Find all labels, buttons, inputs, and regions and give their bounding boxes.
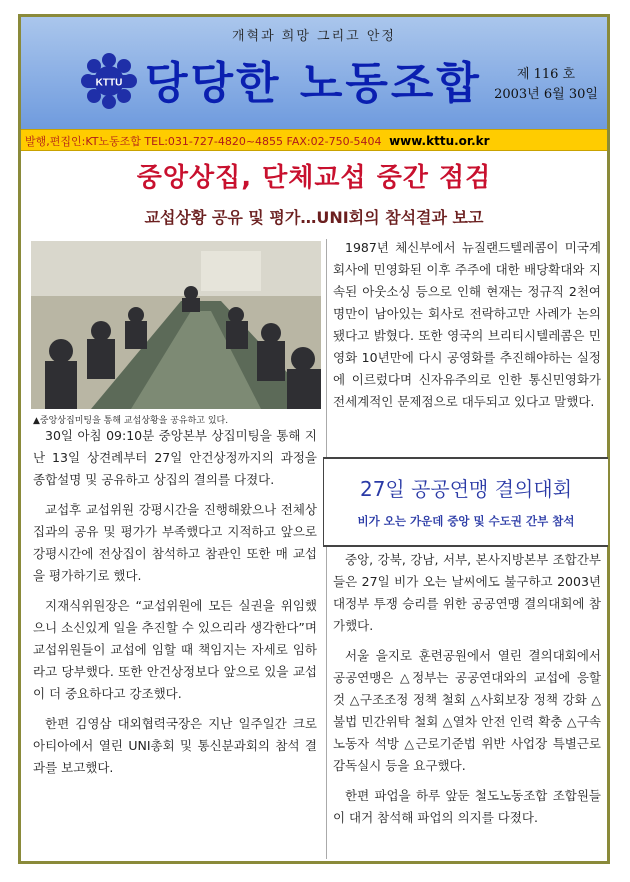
issue-number: 제 116 호 [516,67,576,82]
newsletter-page [18,14,610,864]
kttu-logo-icon [79,51,139,111]
publisher-bar [21,129,607,151]
svg-text:KTTU: KTTU [95,77,123,89]
tagline: 개혁과 희망 그리고 안정 [232,29,396,44]
article1-body [33,425,317,787]
article1-paragraph: 30일 아침 09:10분 중앙본부 상집미팅을 통해 지난 13일 상견례부터 27일 안건상정까지의 과정을 종합설명 및 공유하고 상집의 결의를 다졌다. [33,428,317,487]
issue-date: 2003년 6월 30일 [494,87,598,102]
article2-header-box [323,457,608,547]
article1-paragraph: 한편 김영삼 대외협력국장은 지난 일주일간 크로아티아에서 열린 UNI총회 및 통신분과회의 참석 결과를 보고했다. [33,716,317,775]
article1-paragraph: 교섭후 교섭위원 강평시간을 진행해왔으나 전체상집과의 공유 및 평가가 부족했다고 지적하고 앞으로 강평시간에 전상집이 참석하고 참관인 또한 매 교섭을 평가하기로 했다. [33,502,317,583]
article2-body [333,549,601,837]
article2-title: 27일 공공연맹 결의대회 [359,477,573,501]
article1-continuation [333,237,601,421]
article2-paragraph: 한편 파업을 하루 앞둔 철도노동조합 조합원들이 대거 참석해 파업의 의지를 다졌다. [333,788,601,825]
newsletter-title: 당당한 노동조합 [145,58,482,109]
article2-paragraph: 중앙, 강북, 강남, 서부, 본사지방본부 조합간부들은 27일 비가 오는 날씨에도 불구하고 2003년 대정부 투쟁 승리를 위한 공공연맹 결의대회에 참가했다. [333,552,601,633]
article1-paragraph: 지재식위원장은 “교섭위원에 모든 실권을 위임했으니 소신있게 일을 추진할 수 있으리라 생각한다”며 교섭위원들이 교섭에 임할 때 책임지는 자세로 임하라고 당부했다. 또한 안건상정보다 앞으로 있을 교섭이 더 중요하다고 강조했다. [33,598,317,701]
article1-subhead: 교섭상황 공유 및 평가…UNI회의 참석결과 보고 [144,208,484,227]
website-link[interactable]: www.kttu.or.kr [389,134,490,148]
article2-subtitle: 비가 오는 가운데 중앙 및 수도권 간부 참석 [357,514,575,528]
article1-headline: 중앙상집, 단체교섭 중간 점검 [136,163,492,193]
article2-paragraph: 서울 을지로 훈련공원에서 열린 결의대회에서 공공연맹은 △정부는 공공연대와의 교섭에 응할 것 △구조조정 정책 철회 △사회보장 정책 강화 △불법 민간위탁 철회 △열차 안전 인력 확충 △구속노동자 석방 △근로기준법 위반 사업장 특별근로 감독실시 등을 요구했다. [333,648,601,773]
meeting-photo [31,241,321,409]
column-divider [326,239,327,859]
publisher-info: 발행,편집인:KT노동조합 TEL:031-727-4820~4855 FAX:02-750-5404 [25,135,382,148]
photo-caption: ▲중앙상집미팅을 통해 교섭상황을 공유하고 있다. [33,416,229,426]
article1-continuation-text: 1987년 체신부에서 뉴질랜드텔레콤이 미국계회사에 민영화된 이후 주주에 대한 배당확대와 지속된 아웃소싱 등으로 인해 현재는 정규직 2천여명만이 남아있는 회사로 전락하고만 사례가 논의됐다고 밝혔다. 또한 영국의 브리티시텔레콤은 민영화 10년만에 다시 공영화를 추진해야하는 실정에 이르렀다며 신자유주의로 인한 통신민영화가 전세계적인 문제점으로 대두되고 있다고 말했다. [333,240,601,409]
masthead [21,17,607,129]
issue-info [493,65,599,105]
